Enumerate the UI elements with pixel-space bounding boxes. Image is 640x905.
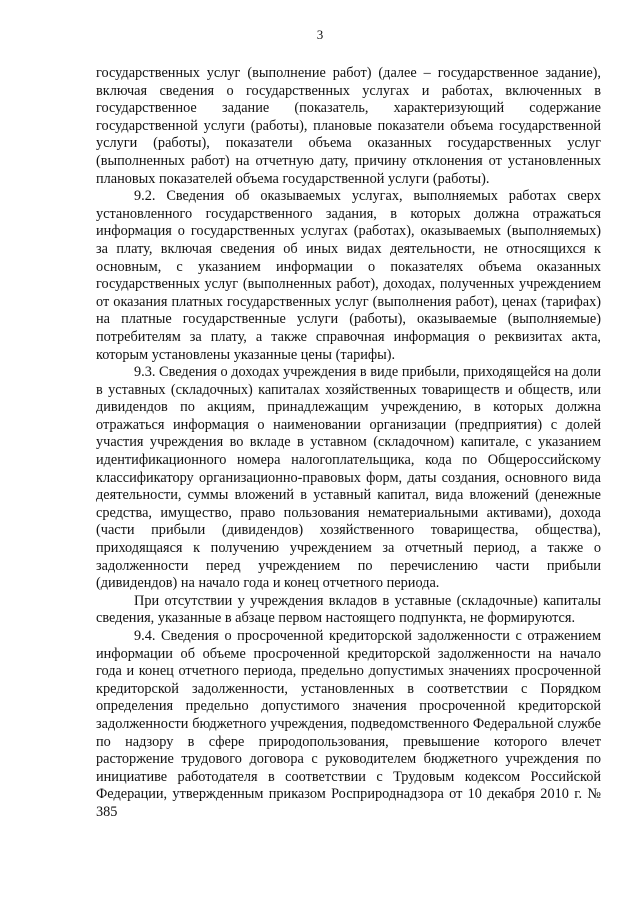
paragraph-9-3: 9.3. Сведения о доходах учреждения в виде прибыли, приходящейся на доли в уставных (складочных) капиталах хозяйственных товариществ и обществ, или дивидендов по акциям, принадлежащим учреждению, в которых должна отражаться информация о наименовании организации (предприятия) с долей участия учреждения во вкладе в уставном (складочном) капитале, с указанием идентификационного номера налогоплательщика, кода по Общероссийскому классификатору организационно-правовых форм, даты создания, основного вида деятельности, суммы вложений в уставный капитал, вида вложений (денежные средства, имущество, право пользования нематериальными активами), дохода (части прибыли (дивидендов) хозяйственного товарищества, общества), приходящаяся к получению учреждением за отчетный период, а также о задолженности перед учреждением по перечислению части прибыли (дивидендов) на начало года и конец отчетного периода. <box>96 364 601 592</box>
paragraph-no-contributions: При отсутствии у учреждения вкладов в уставные (складочные) капиталы сведения, указанные в абзаце первом настоящего подпункта, не формируются. <box>96 592 601 627</box>
page-number: 3 <box>316 27 324 42</box>
paragraph-9-2: 9.2. Сведения об оказываемых услугах, выполняемых работах сверх установленного государственного задания, в которых должна отражаться информация о государственных услугах (работах), оказываемых (выполняемых) за плату, включая сведения об иных видах деятельности, не относящихся к основным, с указанием информации о показателях объема оказанных государственных услуг (выполненных работ), доходах, полученных учреждением от оказания платных государственных услуг (выполнения работ), ценах (тарифах) на платные государственные услуги (работы), оказываемые (выполняемые) потребителям за плату, а также справочная информация о реквизитах акта, которым установлены указанные цены (тарифы). <box>96 188 601 363</box>
paragraph-continuation: государственных услуг (выполнение работ) (далее – государственное задание), включая сведения о государственных услугах и работах, включенных в государственное задание (показатель, характеризующий содержание государственной услуги (работы), плановые показатели объема государственной услуги (работы), показатели объема оказанных государственных услуг (выполненных работ) на отчетную дату, причину отклонения от установленных плановых показателей объема государственной услуги (работы). <box>96 65 601 187</box>
document-body <box>96 65 601 822</box>
paragraph-9-4: 9.4. Сведения о просроченной кредиторской задолженности с отражением информации об объеме просроченной кредиторской задолженности на начало года и конец отчетного периода, предельно допустимых значениях просроченной кредиторской задолженности, установленных в соответствии с Порядком определения предельно допустимого значения просроченной кредиторской задолженности бюджетного учреждения, подведомственного Федеральной службе по надзору в сфере природопользования, превышение которого влечет расторжение трудового договора с руководителем бюджетного учреждения по инициативе работодателя в соответствии с Трудовым кодексом Российской Федерации, утвержденным приказом Росприроднадзора от 10 декабря 2010 г. № 385 <box>96 628 601 820</box>
